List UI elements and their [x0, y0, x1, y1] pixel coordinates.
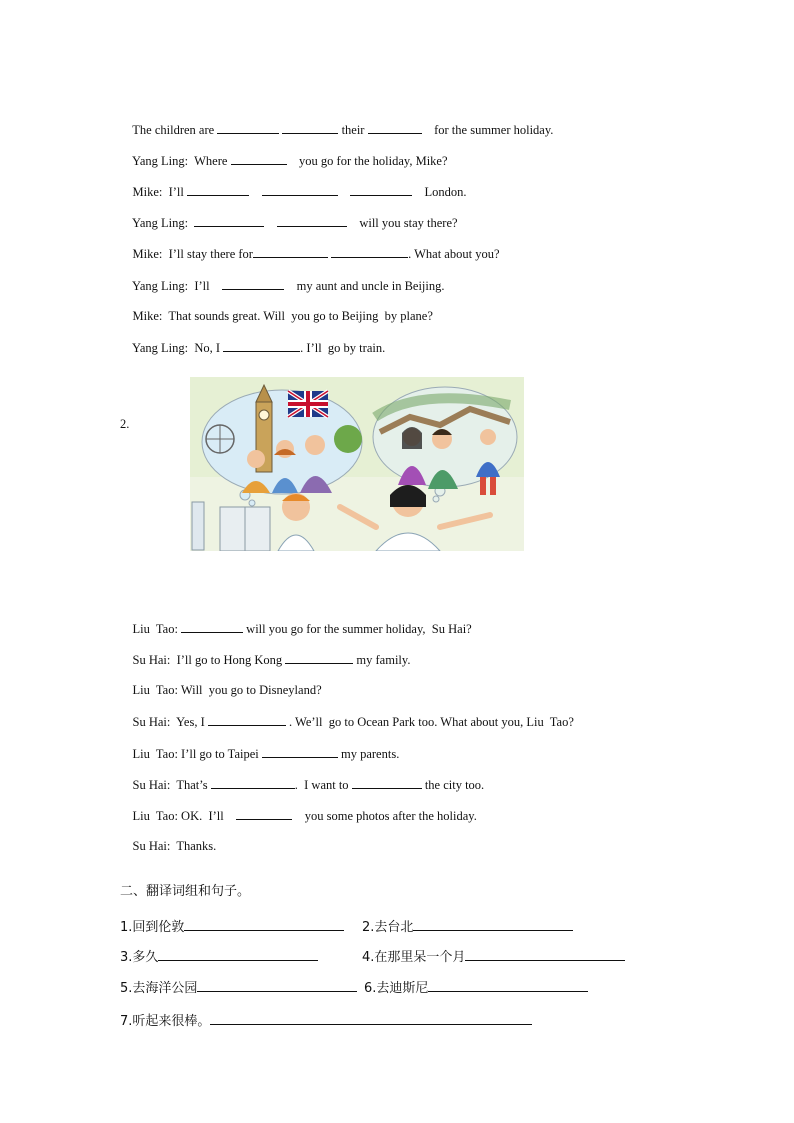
answer-blank[interactable]: [350, 183, 412, 196]
answer-blank[interactable]: [158, 948, 318, 961]
answer-blank[interactable]: [277, 214, 347, 227]
s1-line-2: Yang Ling: Where you go for the holiday, Mike?: [132, 154, 448, 168]
answer-blank[interactable]: [197, 979, 357, 992]
translation-item-5: 5.去海洋公园: [120, 981, 198, 996]
answer-blank[interactable]: [187, 183, 249, 196]
answer-blank[interactable]: [282, 121, 338, 134]
answer-blank[interactable]: [194, 214, 264, 227]
answer-blank[interactable]: [331, 245, 408, 258]
d2-line-2: Su Hai: I’ll go to Hong Kong my family.: [132, 653, 411, 667]
question-number: 2.: [120, 417, 130, 431]
answer-blank[interactable]: [222, 277, 284, 290]
answer-blank[interactable]: [210, 1012, 532, 1025]
answer-blank[interactable]: [253, 245, 328, 258]
answer-blank[interactable]: [262, 183, 338, 196]
answer-blank[interactable]: [208, 713, 286, 726]
s1-line-1: The children are their for the summer holiday.: [132, 123, 554, 137]
s1-line-4: Yang Ling: will you stay there?: [132, 216, 458, 230]
answer-blank[interactable]: [262, 745, 338, 758]
d2-line-5: Liu Tao: I’ll go to Taipei my parents.: [132, 747, 400, 761]
answer-blank[interactable]: [211, 776, 295, 789]
answer-blank[interactable]: [465, 948, 625, 961]
d2-line-1: Liu Tao: will you go for the summer holiday, Su Hai?: [132, 622, 472, 636]
d2-line-6: Su Hai: That’s . I want to the city too.: [132, 778, 485, 792]
d2-line-7: Liu Tao: OK. I’ll you some photos after the holiday.: [132, 809, 477, 823]
answer-blank[interactable]: [413, 918, 573, 931]
translation-item-6: 6.去迪斯尼: [364, 981, 429, 996]
translation-item-4: 4.在那里呆一个月: [362, 950, 466, 965]
answer-blank[interactable]: [428, 979, 588, 992]
translation-item-1: 1.回到伦敦: [120, 920, 185, 935]
answer-blank[interactable]: [217, 121, 279, 134]
s1-line-6: Yang Ling: I’ll my aunt and uncle in Beijing.: [132, 279, 445, 293]
answer-blank[interactable]: [231, 152, 287, 165]
answer-blank[interactable]: [223, 339, 300, 352]
d2-line-3: Liu Tao: Will you go to Disneyland?: [132, 683, 322, 697]
translation-item-7: 7.听起来很棒。: [120, 1014, 211, 1029]
translation-item-2: 2.去台北: [362, 920, 414, 935]
d2-line-4: Su Hai: Yes, I . We’ll go to Ocean Park too. What about you, Liu Tao?: [132, 715, 574, 729]
answer-blank[interactable]: [181, 620, 243, 633]
s1-line-3: Mike: I’ll London.: [132, 185, 467, 199]
holiday-illustration: [190, 377, 524, 551]
s1-line-8: Yang Ling: No, I . I’ll go by train.: [132, 341, 386, 355]
s1-line-7: Mike: That sounds great. Will you go to Beijing by plane?: [132, 309, 433, 323]
answer-blank[interactable]: [236, 807, 292, 820]
answer-blank[interactable]: [184, 918, 344, 931]
translation-item-3: 3.多久: [120, 950, 159, 965]
answer-blank[interactable]: [368, 121, 422, 134]
d2-line-8: Su Hai: Thanks.: [132, 839, 217, 853]
answer-blank[interactable]: [285, 651, 353, 664]
section2-title: 二、翻译词组和句子。: [120, 884, 251, 899]
s1-line-5: Mike: I’ll stay there for . What about you?: [132, 247, 500, 261]
answer-blank[interactable]: [352, 776, 422, 789]
